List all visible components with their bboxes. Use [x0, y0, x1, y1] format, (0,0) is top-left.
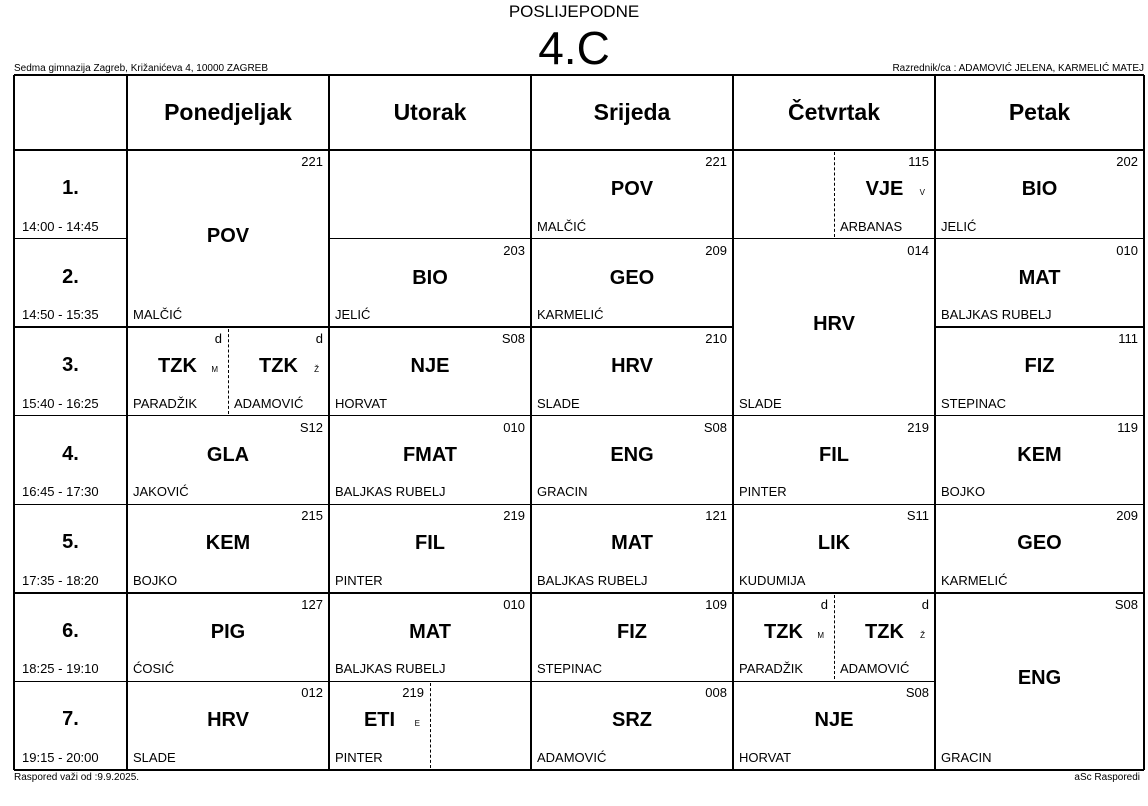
day-header: Ponedjeljak — [164, 99, 292, 125]
period-time: 16:45 - 17:30 — [22, 484, 99, 500]
subject-name: TZK — [259, 355, 298, 378]
group-divider — [430, 683, 431, 768]
lesson-cell[interactable] — [733, 239, 935, 416]
teacher-name: KARMELIĆ — [537, 307, 604, 323]
lesson-cell[interactable] — [531, 416, 733, 505]
lesson-cell[interactable] — [329, 593, 531, 682]
room-number: 219 — [402, 685, 424, 701]
room-number: 209 — [705, 242, 727, 258]
lesson-cell[interactable] — [329, 239, 531, 328]
lesson-cell[interactable] — [733, 504, 935, 593]
room-number: 210 — [705, 331, 727, 347]
room-number: d — [820, 596, 828, 612]
subject-name: MAT — [611, 532, 653, 555]
software-credit: aSc Rasporedi — [1074, 772, 1140, 783]
subject-name: SRZ — [612, 709, 652, 732]
teacher-name: BALJKAS RUBELJ — [335, 484, 446, 500]
group-divider — [834, 152, 835, 237]
lesson-cell[interactable] — [531, 239, 733, 328]
subject-name: GEO — [1017, 532, 1062, 555]
subject-name: FIL — [819, 443, 849, 466]
teacher-name: KARMELIĆ — [941, 572, 1008, 588]
room-number: 119 — [1117, 419, 1138, 435]
room-number: S08 — [905, 685, 929, 701]
lesson-cell[interactable] — [834, 593, 935, 682]
teacher-name: MALČIĆ — [133, 307, 183, 323]
lesson-cell[interactable] — [127, 681, 329, 770]
period-time: 19:15 - 20:00 — [22, 749, 99, 765]
lesson-cell[interactable] — [329, 327, 531, 416]
teacher-name: SLADE — [133, 749, 176, 765]
subject-name: KEM — [205, 532, 251, 555]
subject-name: MAT — [1018, 266, 1061, 289]
teacher-name: ADAMOVIĆ — [840, 661, 910, 677]
period-number: 3. — [62, 354, 79, 377]
room-number: 010 — [503, 419, 525, 435]
room-number: S12 — [299, 419, 323, 435]
teacher-name: MALČIĆ — [537, 218, 587, 234]
lesson-cell[interactable] — [531, 327, 733, 416]
room-number: 203 — [503, 242, 525, 258]
room-number: 219 — [907, 419, 929, 435]
group-mark: M — [211, 365, 218, 375]
lesson-cell[interactable] — [127, 416, 329, 505]
subject-name: TZK — [158, 355, 197, 378]
subject-name: GEO — [609, 266, 655, 289]
period-number: 4. — [62, 442, 79, 465]
room-number: 209 — [1116, 508, 1138, 524]
subject-name: ENG — [610, 443, 654, 466]
teacher-name: HORVAT — [335, 395, 388, 411]
room-number: d — [214, 331, 222, 347]
period-cell — [14, 681, 127, 770]
teacher-name: PINTER — [739, 484, 787, 500]
subject-name: TZK — [764, 620, 803, 643]
teacher-name: STEPINAC — [941, 395, 1007, 411]
room-number: d — [315, 331, 323, 347]
lesson-cell[interactable] — [228, 327, 329, 416]
period-cell — [14, 416, 127, 505]
period-cell — [14, 239, 127, 328]
subject-name: PIG — [210, 620, 246, 643]
day-header: Četvrtak — [787, 99, 881, 125]
subject-name: BIO — [1021, 178, 1058, 200]
timetable-grid — [14, 75, 1144, 770]
teacher-name: PINTER — [335, 749, 383, 765]
lesson-cell[interactable] — [733, 416, 935, 505]
teacher-name: ARBANAS — [840, 218, 903, 234]
subject-name: POV — [206, 224, 250, 247]
period-time: 14:50 - 15:35 — [22, 307, 99, 323]
subject-name: VJE — [865, 178, 904, 200]
lesson-cell[interactable] — [127, 504, 329, 593]
lesson-cell[interactable] — [127, 327, 228, 416]
subject-name: TZK — [865, 620, 904, 643]
lesson-cell[interactable] — [329, 681, 430, 770]
teacher-name: BALJKAS RUBELJ — [537, 572, 648, 588]
homeroom-teachers: Razrednik/ca : ADAMOVIĆ JELENA, KARMELIĆ MATEJ — [892, 63, 1144, 74]
group-mark: Ž — [314, 365, 319, 375]
period-time: 18:25 - 19:10 — [22, 661, 99, 677]
room-number: 202 — [1116, 154, 1138, 169]
teacher-name: PINTER — [335, 572, 383, 588]
subject-name: BIO — [412, 266, 448, 289]
lesson-cell[interactable] — [531, 681, 733, 770]
subject-name: FIL — [415, 532, 445, 555]
group-mark: E — [414, 719, 420, 729]
room-number: 014 — [907, 242, 929, 258]
period-cell — [14, 593, 127, 682]
lesson-cell[interactable] — [531, 150, 733, 239]
subject-name: HRV — [813, 313, 855, 336]
room-number: 010 — [503, 596, 525, 612]
period-time: 17:35 - 18:20 — [22, 572, 99, 588]
teacher-name: PARADŽIK — [133, 395, 198, 411]
teacher-name: STEPINAC — [537, 661, 603, 677]
room-number: 127 — [301, 596, 323, 612]
room-number: S08 — [501, 331, 525, 347]
teacher-name: KUDUMIJA — [739, 572, 806, 588]
subject-name: FIZ — [617, 620, 647, 643]
room-number: S08 — [1114, 596, 1138, 612]
subject-name: KEM — [1017, 443, 1062, 466]
teacher-name: ĆOSIĆ — [133, 661, 175, 677]
teacher-name: JELIĆ — [335, 307, 371, 323]
subject-name: ENG — [1017, 667, 1062, 690]
group-divider — [228, 329, 229, 414]
lesson-cell[interactable] — [733, 593, 834, 682]
room-number: S11 — [906, 508, 929, 524]
period-time: 14:00 - 14:45 — [22, 218, 99, 234]
room-number: S08 — [703, 419, 727, 435]
lesson-cell[interactable] — [935, 327, 1144, 416]
subject-name: FMAT — [402, 443, 458, 466]
lesson-cell[interactable] — [935, 150, 1144, 239]
group-mark: M — [817, 630, 824, 640]
teacher-name: SLADE — [537, 395, 580, 411]
teacher-name: BOJKO — [133, 572, 178, 588]
teacher-name: BALJKAS RUBELJ — [941, 307, 1052, 323]
teacher-name: PARADŽIK — [739, 661, 804, 677]
teacher-name: BALJKAS RUBELJ — [335, 661, 446, 677]
day-header: Srijeda — [593, 99, 671, 125]
page-subtitle: POSLIJEPODNE — [508, 2, 640, 21]
group-mark: Ž — [920, 630, 925, 640]
room-number: 010 — [1116, 242, 1138, 258]
lesson-cell[interactable] — [127, 593, 329, 682]
valid-from-note: Raspored važi od :9.9.2025. — [14, 772, 140, 783]
lesson-cell[interactable] — [935, 504, 1144, 593]
room-number: 221 — [301, 154, 323, 169]
period-number: 2. — [62, 265, 79, 288]
lesson-cell[interactable] — [935, 593, 1144, 770]
lesson-cell[interactable] — [834, 150, 935, 239]
period-time: 15:40 - 16:25 — [22, 395, 99, 411]
period-number: 6. — [62, 619, 79, 642]
day-header: Petak — [1008, 99, 1071, 125]
teacher-name: HORVAT — [739, 749, 792, 765]
subject-name: POV — [610, 178, 654, 200]
page-title: 4.C — [538, 22, 610, 74]
room-number: 121 — [705, 508, 727, 524]
lesson-cell[interactable] — [733, 681, 935, 770]
school-address: Sedma gimnazija Zagreb, Križanićeva 4, 10000 ZAGREB — [14, 63, 269, 74]
teacher-name: ADAMOVIĆ — [537, 749, 607, 765]
room-number: 008 — [705, 685, 727, 701]
room-number: 012 — [301, 685, 323, 701]
room-number: d — [921, 596, 929, 612]
room-number: 111 — [1118, 331, 1138, 347]
teacher-name: SLADE — [739, 395, 782, 411]
subject-name: NJE — [814, 709, 854, 732]
teacher-name: JELIĆ — [941, 218, 977, 234]
lesson-cell[interactable] — [531, 504, 733, 593]
subject-name: LIK — [817, 532, 851, 555]
lesson-cell[interactable] — [935, 239, 1144, 328]
teacher-name: GRACIN — [537, 484, 588, 500]
day-header: Utorak — [393, 99, 467, 125]
period-number: 5. — [62, 531, 79, 554]
period-number: 1. — [62, 177, 79, 199]
lesson-cell[interactable] — [329, 504, 531, 593]
room-number: 221 — [705, 154, 727, 169]
subject-name: FIZ — [1024, 355, 1055, 378]
subject-name: ETI — [363, 709, 396, 732]
room-number: 215 — [301, 508, 323, 524]
teacher-name: ADAMOVIĆ — [234, 395, 304, 411]
room-number: 109 — [705, 596, 727, 612]
lesson-cell[interactable] — [531, 593, 733, 682]
lesson-cell[interactable] — [329, 416, 531, 505]
room-number: 219 — [503, 508, 525, 524]
period-number: 7. — [62, 708, 79, 731]
subject-name: HRV — [207, 709, 249, 732]
teacher-name: GRACIN — [941, 749, 992, 765]
period-cell — [14, 150, 127, 239]
lesson-cell[interactable] — [935, 416, 1144, 505]
subject-name: HRV — [611, 355, 653, 378]
subject-name: NJE — [410, 355, 450, 378]
lesson-cell[interactable] — [127, 150, 329, 327]
room-number: 115 — [908, 154, 929, 169]
teacher-name: BOJKO — [941, 484, 986, 500]
teacher-name: JAKOVIĆ — [133, 484, 189, 500]
period-cell — [14, 327, 127, 416]
period-cell — [14, 504, 127, 593]
subject-name: GLA — [206, 443, 250, 466]
subject-name: MAT — [409, 620, 451, 643]
group-divider — [834, 595, 835, 680]
group-mark: V — [919, 188, 925, 197]
